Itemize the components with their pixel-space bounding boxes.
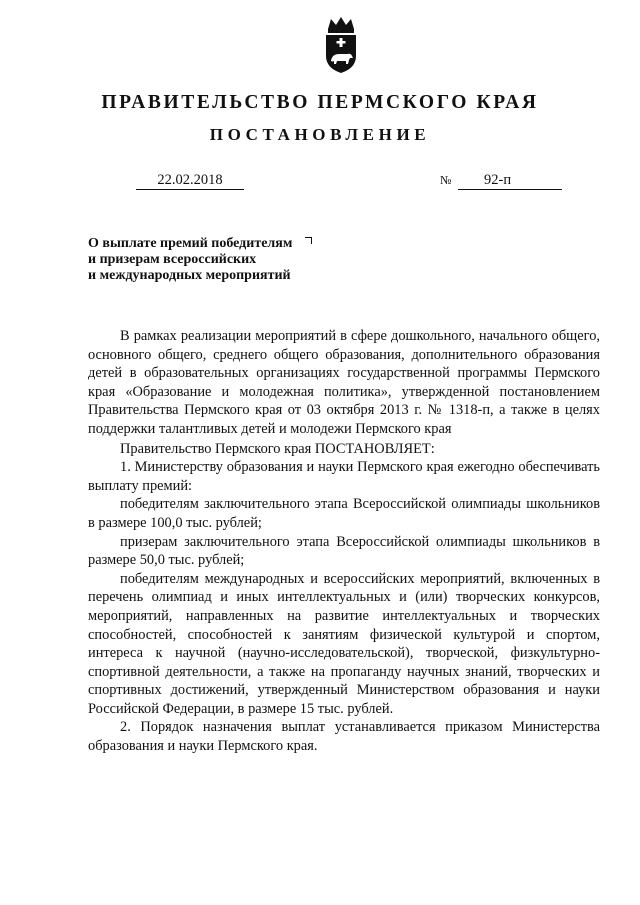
document-type: ПОСТАНОВЛЕНИЕ [209, 125, 431, 144]
document-number: 92-п [484, 172, 512, 188]
subject-line: и призерам всероссийских [88, 252, 257, 267]
resolution-paragraph: Правительство Пермского края ПОСТАНОВЛЯЕТ: [120, 440, 435, 457]
subject-line: О выплате премий победителям [88, 236, 293, 251]
organization-title: ПРАВИТЕЛЬСТВО ПЕРМСКОГО КРАЯ [101, 92, 539, 113]
document-body [88, 327, 600, 756]
subject-corner-mark [305, 237, 312, 244]
clause-item-paragraph: призерам заключительного этапа Всероссийской олимпиады школьников в размере 50,0 тыс. рублей; [88, 533, 600, 569]
document-subject [88, 236, 318, 284]
clause-paragraph: 2. Порядок назначения выплат устанавливается приказом Министерства образования и науки Пермского края. [88, 719, 600, 755]
clause-paragraph: 1. Министерству образования и науки Пермского края ежегодно обеспечивать выплату премий: [88, 459, 600, 494]
document-date: 22.02.2018 [136, 171, 244, 190]
subject-line: и международных мероприятий [88, 268, 291, 283]
clause-item-paragraph: победителям международных и всероссийских мероприятий, включенных в перечень олимпиад и иных интеллектуальных и (или) творческих конкурсов, мероприятий, направленных на развитие интеллектуальных и творческих способностей, способностей к занятиям физической культурой и спортом, интереса к научной (научно-исследовательской), творческой, физкультурно-спортивной деятельности, а также на пропаганду научных знаний, творческих и спортивных достижений, утвержденный Министерством образования и науки Российской Федерации, в размере 15 тыс. рублей. [88, 570, 600, 717]
document-number-field [458, 171, 562, 190]
number-sign: № [440, 173, 452, 187]
coat-of-arms-icon [322, 16, 360, 74]
clause-item-paragraph: победителям заключительного этапа Всероссийской олимпиады школьников в размере 100,0 тыс. рублей; [88, 496, 600, 531]
preamble-paragraph: В рамках реализации мероприятий в сфере дошкольного, начального общего, основного общего, среднего общего образования, дополнительного образования детей в образовательных организациях государственной программы Пермского края «Образование и молодежная политика», утвержденной постановлением Правительства Пермского края от 03 октября 2013 г. № 1318-п, а также в целях поддержки талантливых детей и молодежи Пермского края [88, 328, 600, 437]
